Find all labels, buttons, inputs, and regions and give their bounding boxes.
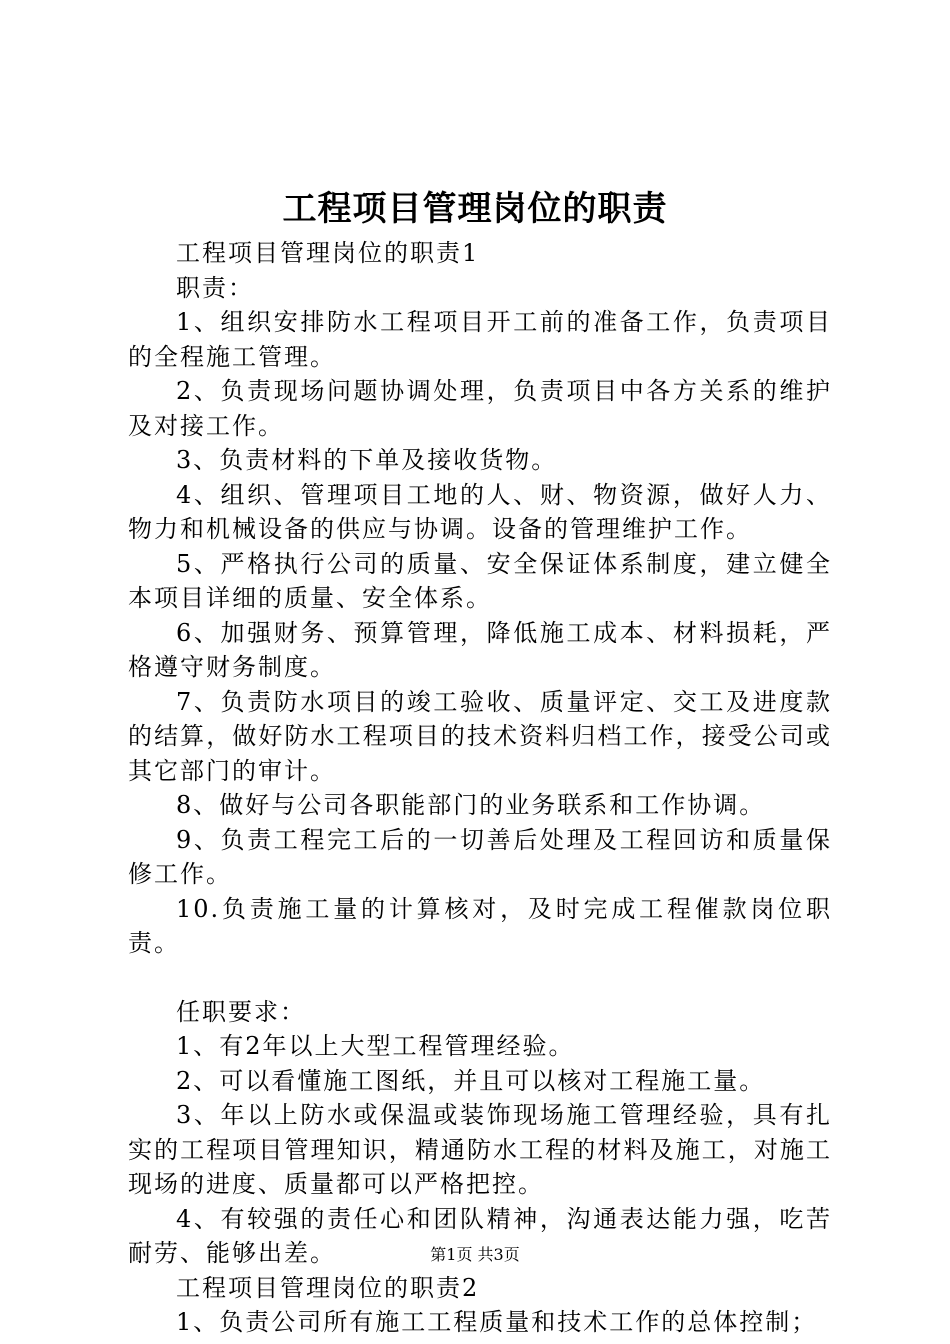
duty-item-7: 7、负责防水项目的竣工验收、质量评定、交工及进度款的结算，做好防水工程项目的技术资料归档工作，接受公司或其它部门的审计。 — [128, 687, 832, 785]
section-heading-2: 工程项目管理岗位的职责2 — [176, 1273, 480, 1302]
document-body — [128, 236, 832, 1340]
document-title: 工程项目管理岗位的职责 — [282, 189, 668, 229]
paragraph-gap — [128, 961, 832, 995]
page-footer: 第1页 共3页 — [430, 1245, 520, 1264]
duty-item-4: 4、组织、管理项目工地的人、财、物资源，做好人力、物力和机械设备的供应与协调。设备的管理维护工作。 — [128, 480, 832, 543]
requirement-item-2: 2、可以看懂施工图纸，并且可以核对工程施工量。 — [176, 1066, 766, 1095]
section-heading-1: 工程项目管理岗位的职责1 — [176, 239, 480, 267]
duty-item-2: 2、负责现场问题协调处理，负责项目中各方关系的维护及对接工作。 — [128, 377, 832, 440]
requirements-label: 任职要求： — [176, 997, 306, 1026]
duty-item-5: 5、严格执行公司的质量、安全保证体系制度，建立健全本项目详细的质量、安全体系。 — [128, 549, 832, 612]
requirement-item-4: 4、有较强的责任心和团队精神，沟通表达能力强，吃苦耐劳、能够出差。 — [128, 1204, 832, 1267]
duties-label: 职责： — [176, 273, 254, 302]
duty-item-1: 1、组织安排防水工程项目开工前的准备工作，负责项目的全程施工管理。 — [128, 308, 832, 371]
section2-item-1: 1、负责公司所有施工工程质量和技术工作的总体控制； — [176, 1308, 818, 1336]
duty-item-10: 10.负责施工量的计算核对，及时完成工程催款岗位职责。 — [128, 894, 832, 957]
requirement-item-1: 1、有2年以上大型工程管理经验。 — [176, 1032, 575, 1060]
duty-item-8: 8、做好与公司各职能部门的业务联系和工作协调。 — [176, 791, 766, 819]
duty-item-9: 9、负责工程完工后的一切善后处理及工程回访和质量保修工作。 — [128, 825, 832, 888]
duty-item-3: 3、负责材料的下单及接收货物。 — [176, 446, 558, 474]
requirement-item-3: 3、年以上防水或保温或装饰现场施工管理经验，具有扎实的工程项目管理知识，精通防水工程的材料及施工，对施工现场的进度、质量都可以严格把控。 — [128, 1101, 832, 1198]
duty-item-6: 6、加强财务、预算管理，降低施工成本、材料损耗，严格遵守财务制度。 — [128, 618, 832, 681]
